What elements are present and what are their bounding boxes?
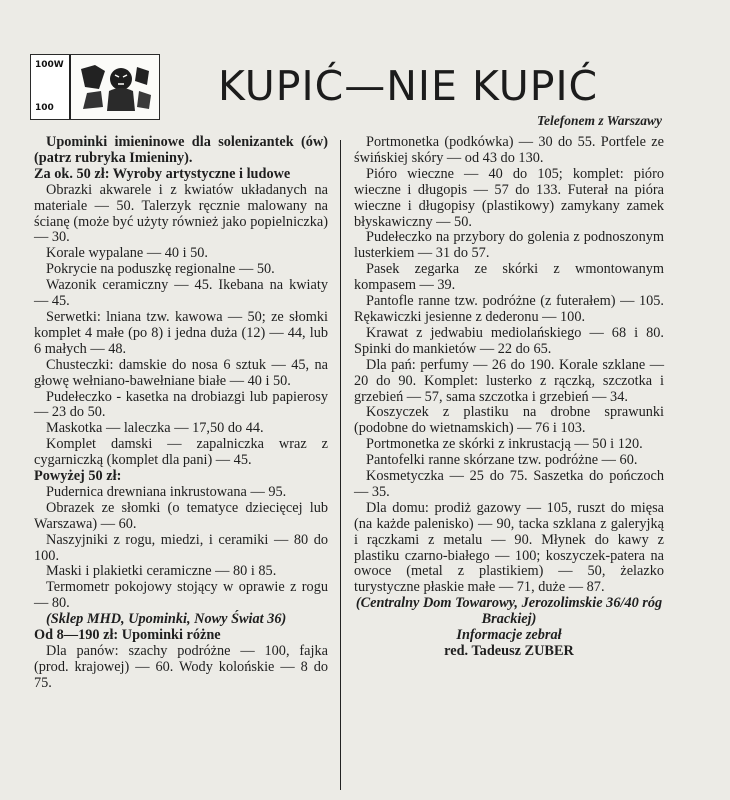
paragraph: Dla domu: prodiż gazowy — 105, ruszt do mięsa (na każde palenisko) — 90, tacka szklana z galeryjką i rączkami z metalu — 90. Młynek do kawy z plastiku czarno-białego — 100; koszyczek-patera na owoce (metal z plastikiem) — 50, żelazko turystyczne płaskie małe — 71, duże — 87.: [354, 499, 664, 596]
logo-woodcut-illustration: [75, 59, 153, 115]
left-column: [34, 135, 328, 692]
paragraph: Obrazki akwarele i z kwiatów układanych na materiale — 50. Talerzyk ręcznie malowany na ścianę (może być użyty również jako popielniczka) — 30.: [34, 181, 328, 246]
paragraph: Maskotka — laleczka — 17,50 do 44.: [46, 420, 264, 437]
byline: Telefonem z Warszawy: [536, 113, 662, 128]
paragraph: Obrazek ze słomki (o tematyce dziecięcej lub Warszawa) — 60.: [34, 499, 328, 532]
headline-title: KUPIĆ—NIE KUPIĆ: [218, 62, 599, 110]
paragraph: Korale wypalane — 40 i 50.: [46, 245, 208, 262]
paragraph: (Sklep MHD, Upominki, Nowy Świat 36): [46, 611, 287, 628]
paragraph: Portmonetka (podkówka) — 30 do 55. Portfele ze świńskiej skóry — od 43 do 130.: [354, 134, 664, 166]
paragraph: Naszyjniki z rogu, miedzi, i ceramiki — 80 do 100.: [34, 531, 328, 564]
paragraph: Upominki imieninowe dla solenizantek (ów) (patrz rubryka Imieniny).: [34, 134, 328, 166]
paragraph: Od 8—190 zł: Upominki różne: [34, 627, 221, 644]
paragraph: Chusteczki: damskie do nosa 6 sztuk — 45, na głowę wełniano-bawełniane białe — 40 i 50.: [34, 356, 328, 389]
paragraph: Dla pań: perfumy — 26 do 190. Korale szklane — 20 do 90. Komplet: lusterko z rączką, szczotka i grzebień — 57, sama szczotka i grzebień — 34.: [354, 356, 664, 405]
paragraph: Pokrycie na poduszkę regionalne — 50.: [46, 261, 275, 278]
paragraph: red. Tadeusz ZUBER: [444, 643, 574, 659]
paragraph: Serwetki: lniana tzw. kawowa — 50; ze słomki komplet 4 małe (po 8) i jedna duża (12) — 44, lub 6 małych — 48.: [34, 308, 328, 357]
logo-number-top: 100W: [35, 60, 64, 70]
paragraph: Pudełeczko - kasetka na drobiazgi lub papierosy — 23 do 50.: [34, 388, 328, 421]
paragraph: Pudernica drewniana inkrustowana — 95.: [46, 483, 287, 500]
paragraph: Koszyczek z plastiku na drobne sprawunki (podobne do wietnamskich) — 76 i 103.: [354, 404, 664, 437]
paragraph: Pantofle ranne tzw. podróżne (z futerałem) — 105. Rękawiczki jesienne z dederonu — 100.: [354, 293, 664, 325]
logo-price-strip: [31, 55, 71, 119]
paragraph: Komplet damski — zapalniczka wraz z cygarniczką (komplet dla pani) — 45.: [34, 436, 328, 469]
paragraph: Pudełeczko na przybory do golenia z podnoszonym lusterkiem — 31 do 57.: [354, 229, 664, 262]
paragraph: Krawat z jedwabiu mediolańskiego — 68 i 80. Spinki do mankietów — 22 do 65.: [354, 324, 664, 357]
paragraph: Pasek zegarka ze skórki z wmontowanym kompasem — 39.: [354, 261, 664, 294]
paragraph: Pióro wieczne — 40 do 105; komplet: pióro wieczne i długopis — 57 do 133. Futerał na pióra wieczne i długopisy (plastikowy) zamykany zamek błyskawiczny — 50.: [354, 165, 664, 230]
paragraph: Dla panów: szachy podróżne — 100, fajka (prod. krajowej) — 60. Wody kolońskie — 8 do 75.: [34, 643, 328, 691]
paragraph: Maski i plakietki ceramiczne — 80 i 85.: [46, 563, 277, 580]
logo-number-bottom: 100: [35, 103, 54, 113]
paragraph: Powyżej 50 zł:: [34, 468, 122, 485]
paragraph: Informacje zebrał: [456, 627, 562, 644]
column-rule: [340, 140, 341, 790]
column-logo: [30, 54, 160, 120]
paragraph: (Centralny Dom Towarowy, Jerozolimskie 36/40 róg Brackiej): [355, 595, 663, 628]
paragraph: Termometr pokojowy stojący w oprawie z rogu — 80.: [34, 579, 328, 612]
paragraph: Za ok. 50 zł: Wyroby artystyczne i ludowe: [34, 165, 291, 182]
paragraph: Pantofelki ranne skórzane tzw. podróżne — 60.: [366, 452, 638, 469]
paragraph: Kosmetyczka — 25 do 75. Saszetka do pończoch — 35.: [354, 468, 664, 500]
right-column: [354, 135, 664, 660]
paragraph: Wazonik ceramiczny — 45. Ikebana na kwiaty — 45.: [34, 277, 328, 310]
paragraph: Portmonetka ze skórki z inkrustacją — 50 i 120.: [366, 436, 643, 453]
